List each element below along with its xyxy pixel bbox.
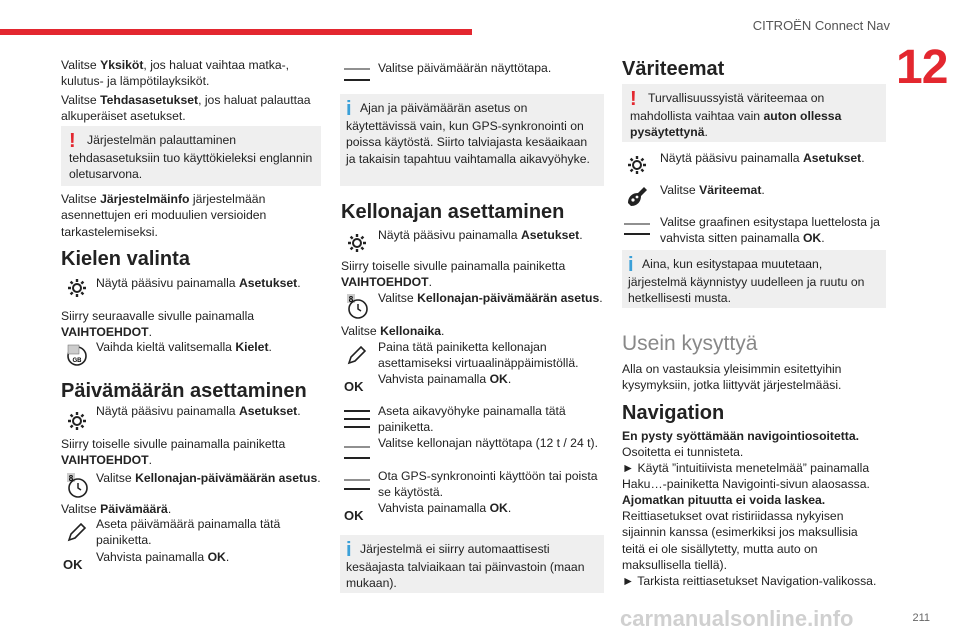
ok-button-icon: OK [63,557,83,572]
nav-answer-3: Reittiasetukset ovat ristiriidassa nykyisen sijainnin kanssa (esimerkiksi jos maksullisia teitä ei ole sisällytetty, mutta auto on maksullisella tiellä). [622,509,858,573]
date-options-paragraph: Siirry toiselle sivulle painamalla painiketta VAIHTOEHDOT. [61,437,286,468]
page-number: 211 [912,612,930,624]
date-step-4: Vahvista painamalla OK. [96,550,230,564]
theme-step-3: Valitse graafinen esitystapa luettelosta ja vahvista sitten painamalla OK. [660,215,880,246]
date-heading: Päivämäärän asettaminen [61,380,307,402]
time-step-7: Ota GPS-synkronointi käyttöön tai poista se käytöstä. [378,469,598,500]
header-title: CITROËN Connect Nav [752,18,890,33]
info-box: i Ajan ja päivämäärän asetus on käytettävissä vain, kun GPS-synkronointi on poissa käytöstä. Siirto talviajasta kesäaikaan ja takaisin tapahtuu vaihtamalla aikavyöhyke. [340,94,604,186]
navigation-heading: Navigation [622,402,725,424]
time-step-8: Vahvista painamalla OK. [378,501,512,515]
time-options-paragraph: Siirry toiselle sivulle painamalla painiketta VAIHTOEHDOT. [341,259,566,290]
warning-icon: ! [630,88,637,110]
info-icon: i [346,98,352,120]
date-step-3: Aseta päivämäärä painamalla tätä painiketta. [96,517,281,548]
warning-box: ! Turvallisuussyistä väriteemaa on mahdollista vaihtaa vain auton ollessa pysäytettynä. [622,84,886,142]
clock-settings-icon [60,470,94,500]
eight-label: 8 [68,474,74,483]
faq-intro: Alla on vastauksia yleisimmin esitettyihin kysymyksiin, jotka liittyvät järjestelmääsi. [622,362,842,393]
date-select-paragraph: Valitse Päivämäärä. [61,502,172,516]
ok-button-icon: OK [344,508,364,523]
date-step-1: Näytä pääsivu painamalla Asetukset. [96,404,301,418]
nav-answer-2: ► Käytä ”intuitiivista menetelmää” painamalla Haku…-painiketta Navigointi-sivun alaosassa. [622,461,870,492]
time-step-5: Aseta aikavyöhyke painamalla tätä painiketta. [378,404,566,435]
chapter-number: 12 [896,41,948,94]
time-step-4: Vahvista painamalla OK. [378,372,512,386]
nav-answer-1: Osoitetta ei tunnisteta. [622,445,744,459]
system-info-paragraph: Valitse Järjestelmäinfo järjestelmään asennettujen eri moduulien versioiden tarkastelemiseksi. [61,192,267,239]
info-box: i Järjestelmä ei siirry automaattisesti kesäajasta talviaikaan tai päinvastoin (maan mukaan). [340,535,604,593]
flag-language-icon [60,339,94,369]
pencil-icon [60,517,94,547]
clock-settings-icon [340,291,374,321]
chapter-accent-bar [0,29,472,35]
time-step-2: Valitse Kellonajan-päivämäärän asetus. [378,291,603,305]
time-format-icon [340,437,374,467]
settings-gear-icon [620,150,654,180]
info-box: i Aina, kun esitystapaa muutetaan, järjestelmä käynnistyy uudelleen ja ruutu on hetkellisesti musta. [622,250,886,308]
time-step-1: Näytä pääsivu painamalla Asetukset. [378,228,583,242]
ok-button-icon: OK [344,379,364,394]
nav-question-2: Ajomatkan pituutta ei voida laskea. [622,493,826,507]
language-step-2: Vaihda kieltä valitsemalla Kielet. [96,340,272,354]
language-options-paragraph: Siirry seuraavalle sivulle painamalla VAIHTOEHDOT. [61,309,255,340]
theme-list-icon [620,214,654,244]
settings-gear-icon [60,273,94,303]
gb-label: GB [72,358,82,364]
gps-toggle-icon [340,470,374,500]
date-step-2: Valitse Kellonajan-päivämäärän asetus. [96,471,321,485]
palette-icon [620,182,654,212]
nav-answer-4: ► Tarkista reittiasetukset Navigation-valikossa. [622,574,877,588]
theme-step-1: Näytä pääsivu painamalla Asetukset. [660,151,865,165]
time-heading: Kellonajan asettaminen [341,201,565,223]
watermark: carmanualsonline.info [620,606,854,631]
eight-label: 8 [348,295,354,304]
time-zone-list-icon [340,404,374,434]
nav-question-1: En pysty syöttämään navigointiosoitetta. [622,429,860,443]
time-step-6: Valitse kellonajan näyttötapa (12 t / 24 t). [378,436,598,450]
settings-gear-icon [60,406,94,436]
time-step-3: Paina tätä painiketta kellonajan asettamiseksi virtuaalinäppäimistöllä. [378,340,579,371]
theme-step-2: Valitse Väriteemat. [660,183,765,197]
factory-reset-paragraph: Valitse Tehdasasetukset, jos haluat palauttaa alkuperäiset asetukset. [61,93,311,124]
faq-heading: Usein kysyttyä [622,332,758,355]
units-paragraph: Valitse Yksiköt, jos haluat vaihtaa matka-, kulutus- ja lämpötilayksiköt. [61,58,290,89]
warning-box: ! Järjestelmän palauttaminen tehdasasetuksiin tuo käyttökieleksi englannin oletusarvona. [61,126,321,186]
pencil-icon [340,340,374,370]
language-step-1: Näytä pääsivu painamalla Asetukset. [96,276,301,290]
info-icon: i [628,254,634,276]
time-select-paragraph: Valitse Kellonaika. [341,324,445,338]
theme-heading: Väriteemat [622,58,725,80]
settings-gear-icon [340,228,374,258]
warning-icon: ! [69,130,76,152]
info-icon: i [346,539,352,561]
date-format-icon [340,59,374,89]
date-format-step: Valitse päivämäärän näyttötapa. [378,61,552,75]
language-heading: Kielen valinta [61,248,190,270]
